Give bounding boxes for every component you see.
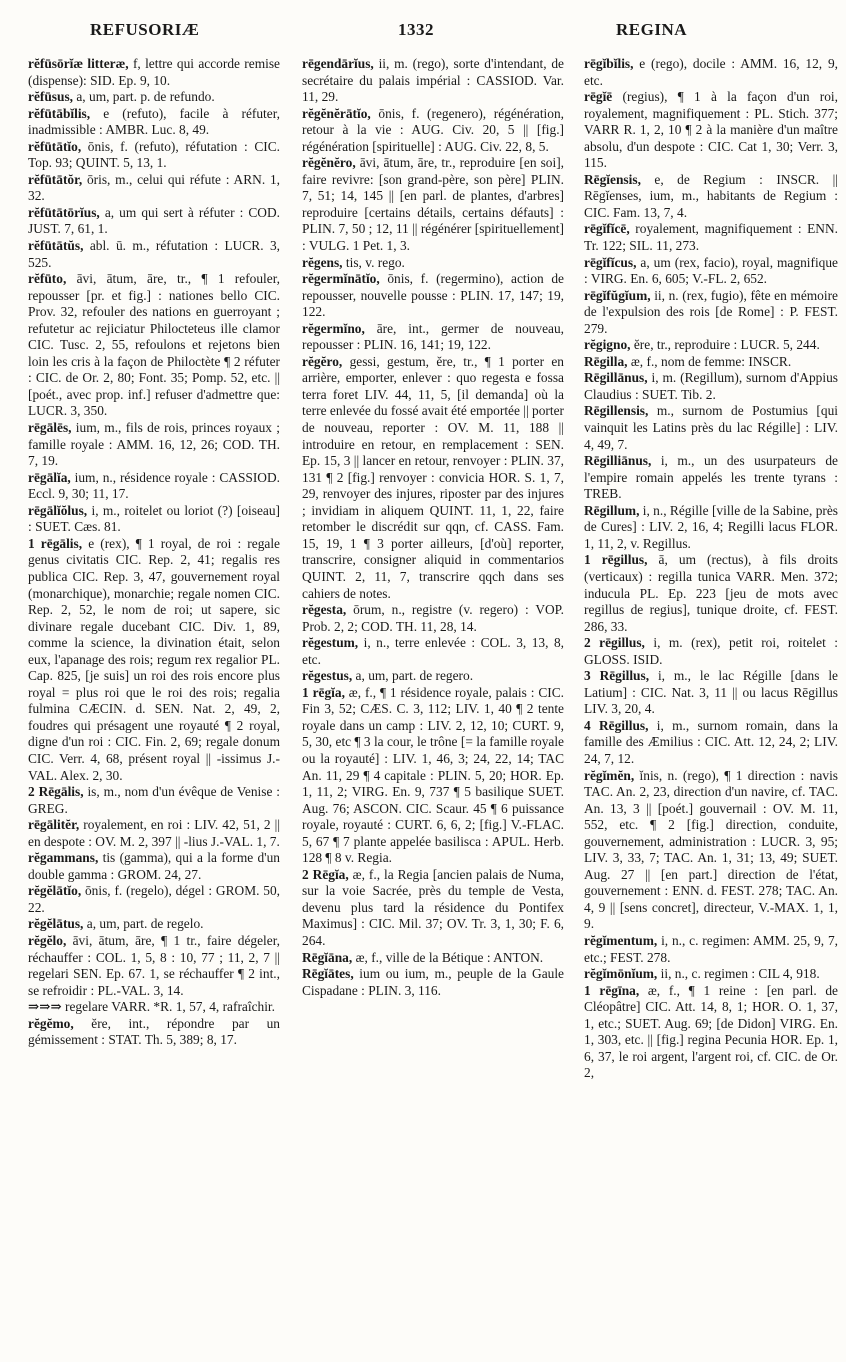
entry-headword: rēgĭfŭgĭum, [584,287,651,303]
entry-definition: ōnis, f. (regelo), dégel : GROM. 50, 22. [28,883,280,915]
dictionary-entry [584,635,838,668]
dictionary-entry [28,817,280,850]
dictionary-entry [28,470,280,503]
entry-headword: rĕgĕnĕro, [302,155,356,171]
dictionary-entry [28,205,280,238]
entry-definition: āvi, ātum, āre, tr., reproduire [en soi], faire revivre: [son grand-père, son père] PLIN. 7, 51; 14, 145 || [en parl. de plantes, d'arbres] reproduire [certains détails, certains défauts] : PLIN. 7, 50 ; 12, 11 || régénérer [spirituellement] : VULG. 1 Pet. 1, 3. [302,155,564,254]
entry-headword: rĕgigno, [584,337,631,353]
dictionary-entry [302,950,564,967]
entry-definition: m., surnom de Postumius [qui vainquit les Latins près du lac Régille] : LIV. 4, 49, 7. [584,403,838,452]
dictionary-entry [28,106,280,139]
entry-headword: rēgendārĭus, [302,56,374,71]
dictionary-entry [584,768,838,933]
entry-definition: i, m. (Regillum), surnom d'Appius Claudius : SUET. Tib. 2. [584,370,838,402]
entry-headword: 3 Rēgillus, [584,668,650,684]
entry-definition: ium, n., résidence royale : CASSIOD. Eccl. 9, 30; 11, 17. [28,469,280,502]
entry-definition: æ, f., ¶ 1 résidence royale, palais : CIC. Fin 3, 52; CÆS. C. 3, 112; LIV. 1, 40 ¶ 2 tente royale dans un camp : LIV. 2, 12, 10; CURT. 9, 5, 30, etc ¶ 3 la cour, le trône [= la famille royale ou la royauté] : LIV. 1, 46, 3; 24, 22, 14; TAC An. 11, 29 ¶ 4 capitale : PLIN. 5, 20; HOR. Ep. 1, 11, 2; VIRG. En. 9, 737 ¶ 5 basilique SUET. Aug. 76; ASCON. CIC. Scaur. 45 ¶ 6 puissance royale, royauté : CURT. 6, 6, 2; [fig.] V.-FLAC. 5, 67 ¶ 7 plante appelée basilisca : APUL. Herb. 128 ¶ 8 v. Regia. [302,684,564,866]
entry-definition: royalement, magnifiquement : ENN. Tr. 122; SIL. 11, 273. [584,221,838,254]
dictionary-entry [584,403,838,453]
entry-headword: 1 rēgīna, [584,982,640,998]
dictionary-entry [28,139,280,172]
dictionary-entry [584,288,838,338]
dictionary-entry [302,56,564,106]
entry-definition: e (rex), ¶ 1 royal, de roi : regale genus civitatis CIC. Rep. 2, 41; regalis res publica CIC. Rep. 3, 47, gouvernement royal (monarchique), monarchie; regale nomen CIC. Rep. 2, 52, le nom de roi; ut sapere, sic divinare regale ducebant CIC. Div. 1, 89, comme la science, la divination était, selon eux, l'apanage des rois; regum rex regalior PL. Cap. 825, [je suis] un roi des rois encore plus royal = plus roi que le roi des rois; regalia fulmina CÆCIN. d. SEN. Nat. 2, 49, 2, foudres qui présagent une royauté ¶ 2 royal, digne d'un roi : CIC. Fin. 2, 69; regale donum CIC. Verr. 4, 68, présent royal || -issimus J.-VAL. Alex. 2, 30. [28,535,280,783]
entry-headword: rĕgestus, [302,668,353,684]
entry-headword: rēgālitĕr, [28,817,80,833]
dictionary-entry [28,420,280,470]
dictionary-entry [584,370,838,403]
dictionary-entry [302,321,564,354]
dictionary-entry [28,503,280,536]
entry-headword: rĕfūtātŭs, [28,238,84,254]
dictionary-entry [28,89,280,106]
dictionary-entry [28,933,280,999]
entry-headword: Rēgillum, [584,502,640,518]
dictionary-entry [302,635,564,668]
dictionary-entry [584,552,838,635]
entry-headword: rĕgĭmōnĭum, [584,966,658,982]
entry-headword: rĕfūtātĭo, [28,138,82,154]
entry-definition: ii, m. (rego), sorte d'intendant, de secrétaire du palais impérial : CASSIOD. Var. 11, 29. [302,56,564,105]
entry-definition: i, n., Régille [ville de la Sabine, près de Cures] : LIV. 2, 16, 4; Regilli lacus FLOR. 1, 11, 2, v. Regillus. [584,502,838,551]
entry-definition: ōnis, f. (regermino), action de repousser, nouvelle pousse : PLIN. 17, 147; 19, 122. [302,271,564,320]
entry-headword: rĕgens, [302,254,343,270]
entry-headword: rĕfūtābĭlis, [28,105,91,121]
entry-definition: ii, n., c. regimen : CIL 4, 918. [657,966,820,982]
entry-headword: rēgālĭa, [28,469,71,485]
entry-definition: gessi, gestum, ĕre, tr., ¶ 1 porter en arrière, emporter, enlever : quo regesta e fossa terra foret LIV. 44, 11, 5, [il demanda] où la terre enlevée du fossé avait été emportée || porter de nouveau, reporter : OV. M. 11, 188 || introduire en retour, en remplacement : SEN. Ep. 15, 3 || lancer en retour, renvoyer : PLIN. 37, 131 ¶ 2 [fig.] renvoyer : convicia HOR. S. 1, 7, 29, renvoyer des injures, riposter par des injures ; invidiam in aliquem QUINT. 11, 1, 22, faire retomber le discrédit sur qqn, cf. CASS. Fam. 15, 19, 1 ¶ 3 porter ailleurs, [d'où] reporter, transcrire, consigner aliquid in commentarios QUINT. 2, 11, 7, transcrire qqch dans ses cahiers de notes. [302,353,564,601]
entry-definition: i, m., un des usurpateurs de l'empire romain appelés les trente tyrans : TREB. [584,453,838,502]
entry-definition: æ, f., nom de femme: INSCR. [627,353,792,369]
entry-definition: e, de Regium : INSCR. || Rēgĭenses, ium, m., habitants de Regium : CIC. Fam. 13, 7, 4. [584,171,838,220]
dictionary-entry [584,983,838,1082]
entry-definition: a, um (rex, facio), royal, magnifique : VIRG. En. 6, 605; V.-FL. 2, 652. [584,254,838,287]
dictionary-entry [28,850,280,883]
entry-definition: āvi, ātum, āre, tr., ¶ 1 refouler, repousser [pr. et fig.] : nationes bello CIC. Prov. 32, refouler des nations en guerroyant ; refutetur ac rejiciatur Philocteteus ille clamor CIC. Tusc. 2, 55, refoulons et rejetons bien loin les cris à la façon de Philoctète ¶ 2 réfuter : CIC. de Or. 2, 80; Font. 35; Pomp. 52, etc. || [poét., avec prop. inf.] refuser d'admettre que: LUCR. 3, 350. [28,271,280,419]
entry-definition: ium ou ium, m., peuple de la Gaule Cispadane : PLIN. 3, 116. [302,966,564,998]
dictionary-entry [28,238,280,271]
entry-headword: rĕgesta, [302,602,347,618]
dictionary-entry [302,602,564,635]
entry-headword: rĕgĕro, [302,353,343,369]
dictionary-entry [28,536,280,784]
entry-headword: 1 rēgĭa, [302,684,345,700]
dictionary-entry [28,784,280,817]
entry-definition: (regius), ¶ 1 à la façon d'un roi, royalement, magnifiquement : PL. Stich. 377; VARR R. 1, 2, 10 ¶ 2 à la manière d'un maître absolu, d'un despote : CIC. Cat 1, 30; Verr. 3, 115. [584,89,838,171]
entry-headword: rĕgĕmo, [28,1015,74,1031]
dictionary-entry [302,354,564,602]
entry-definition: ĭnis, n. (rego), ¶ 1 direction : navis TAC. An. 2, 23, direction d'un navire, cf. TAC. An. 13, 3 || [poét.] gouvernail : OV. M. 11, 552, etc. ¶ 2 [fig.] direction, conduite, gouvernement, administration : LUCR. 3, 95; LIV. 3, 33, 7; TAC. An. 1, 31; 13, 49; SUET. Aug. 27 || [en part.] direction de l'état, gouvernement : ENN. d. FEST. 278; TAC. An. 4, 9 || [sens concret], directeur, V.-MAX. 1, 1, 9. [584,767,838,932]
entry-headword: rĕgĕnĕrātĭo, [302,105,371,121]
entry-headword: rĕgĭmentum, [584,932,658,948]
entry-headword: rēgĭbĭlis, [584,56,634,71]
entry-headword: rĕgammans, [28,850,99,866]
entry-headword: rĕgermĭno, [302,320,365,336]
entry-definition: royalement, en roi : LIV. 42, 51, 2 || en despote : OV. M. 2, 397 || -lius J.-VAL. 1, 7. [28,817,280,849]
entry-headword: ⇒⇒⇒ [28,999,62,1015]
header-right-guideword: REGINA [616,20,688,39]
entry-headword: rēgĭfĭcē, [584,221,630,237]
entry-headword: rĕfūsus, [28,89,74,105]
dictionary-entry [28,999,280,1016]
entry-definition: a, um, part. de regelo. [83,916,204,932]
entry-definition: ium, m., fils de rois, princes royaux ; famille royale : AMM. 16, 12, 26; COD. TH. 7, 19. [28,420,280,469]
entry-headword: rēgĭē [584,89,613,105]
dictionary-entry [584,56,838,89]
entry-definition: i, n., c. regimen: AMM. 25, 9, 7, etc.; FEST. 278. [584,932,838,965]
dictionary-entry [302,867,564,950]
entry-definition: e (refuto), facile à réfuter, inadmissible : AMBR. Luc. 8, 49. [28,105,280,138]
dictionary-entry [302,271,564,321]
entry-definition: a, um, part. de regero. [352,668,474,684]
entry-definition: ōnis, f. (refuto), réfutation : CIC. Top. 93; QUINT. 5, 13, 1. [28,138,280,171]
entry-headword: rĕgestum, [302,635,359,651]
dictionary-entry [302,155,564,254]
entry-definition: āre, int., germer de nouveau, repousser : PLIN. 16, 141; 19, 122. [302,320,564,353]
dictionary-entry [584,221,838,254]
column-middle [302,56,564,1356]
entry-definition: a, um qui sert à réfuter : COD. JUST. 7, 61, 1. [28,204,280,237]
entry-definition: i, m. (rex), petit roi, roitelet : GLOSS. ISID. [584,635,838,667]
entry-headword: 2 Rēgĭa, [302,866,349,882]
entry-definition: i, n., terre enlevée : COL. 3, 13, 8, etc. [302,635,564,667]
entry-headword: rĕfūtātŏr, [28,171,83,187]
entry-headword: Rēgillānus, [584,370,648,386]
entry-definition: i, m., surnom romain, dans la famille des Æmilius : CIC. Att. 12, 24, 2; LIV. 24, 7, 12. [584,717,838,766]
entry-definition: ōnis, f. (regenero), régénération, retour à la vie : AUG. Civ. 20, 5 || [fig.] régénération [spirituelle] : AUG. Civ. 22, 8, 5. [302,105,564,154]
entry-headword: 1 rēgillus, [584,552,648,568]
entry-headword: rĕfūto, [28,271,67,287]
column-left [28,56,280,1356]
entry-headword: 4 Rēgillus, [584,717,649,733]
entry-definition: ĕre, int., répondre par un gémissement : STAT. Th. 5, 389; 8, 17. [28,1015,280,1048]
entry-headword: Rēgillensis, [584,403,649,419]
dictionary-entry [302,685,564,867]
entry-headword: rĕgĕlo, [28,932,67,948]
entry-definition: regelare VARR. *R. 1, 57, 4, rafraîchir. [61,999,276,1015]
entry-definition: æ, f., ¶ 1 reine : [en parl. de Cléopâtre] CIC. Att. 14, 8, 1; HOR. O. 1, 37, 1, etc.; SUET. Aug. 69; [de Didon] VIRG. En. 1, 303, etc. || [fig.] regina Pecunia HOR. Ep. 1, 6, 37, le roi argent, l'argent roi, cf. CIC. de Or. 2, [584,982,838,1081]
entry-headword: rĕfūsōrĭæ litteræ, [28,56,129,71]
entry-headword: 2 Rēgālis, [28,784,84,800]
entry-headword: 1 rēgālis, [28,535,83,551]
entry-headword: rĕgĭmĕn, [584,767,635,783]
header-left-guideword: REFUSORIÆ [90,20,200,39]
dictionary-entry [584,255,838,288]
entry-definition: e (rego), docile : AMM. 16, 12, 9, etc. [584,56,838,88]
entry-definition: ii, n. (rex, fugio), fête en mémoire de l'expulsion des rois [de Rome] : P. FEST. 279. [584,287,838,336]
entry-headword: rĕgermĭnātĭo, [302,271,380,287]
dictionary-entry [584,966,838,983]
dictionary-entry [584,89,838,172]
dictionary-entry [28,56,280,89]
entry-headword: Rēgilla, [584,353,628,369]
dictionary-entry [28,172,280,205]
dictionary-entry [584,718,838,768]
dictionary-entry [28,883,280,916]
dictionary-entry [584,453,838,503]
entry-headword: Rēgilliānus, [584,453,652,469]
dictionary-entry [584,503,838,553]
entry-definition: ā, um (rectus), à fils droits (verticaux) : regilla tunica VARR. Men. 372; inducula PL. Ep. 223 [jeu de mots avec regillus de regius], tunique droite, cf. FEST. 286, 33. [584,552,838,634]
dictionary-entry [302,106,564,156]
dictionary-entry [302,966,564,999]
entry-headword: Rēgĭensis, [584,171,641,187]
entry-definition: tis (gamma), qui a la forme d'un double gamma : GROM. 24, 27. [28,850,280,882]
entry-headword: rēgĭfĭcus, [584,254,637,270]
entry-headword: Rēgĭātes, [302,966,354,982]
entry-headword: 2 rēgillus, [584,635,645,651]
dictionary-entry [28,1016,280,1049]
dictionary-entry [584,354,838,371]
dictionary-entry [584,933,838,966]
entry-definition: tis, v. rego. [342,254,405,270]
entry-definition: a, um, part. p. de refundo. [73,89,215,105]
dictionary-entry [302,255,564,272]
entry-definition: i, m., roitelet ou loriot (?) [oiseau] : SUET. Cæs. 81. [28,502,280,535]
entry-definition: f, lettre qui accorde remise (dispense): SID. Ep. 9, 10. [28,56,280,88]
dictionary-entry [584,668,838,718]
entry-definition: āvi, ātum, āre, ¶ 1 tr., faire dégeler, réchauffer : COL. 1, 5, 8 : 10, 77 ; 11, 2, 7 || regelari SEN. Ep. 67. 1, se réchauffer ¶ 2 int., se refroidir : PL.-VAL. 3, 14. [28,932,280,998]
dictionary-entry [28,271,280,420]
entry-definition: æ, f., ville de la Bétique : ANTON. [352,949,544,965]
entry-headword: rēgālĭŏlus, [28,502,88,518]
entry-headword: rĕgĕlātĭo, [28,883,82,899]
entry-definition: æ, f., la Regia [ancien palais de Numa, sur la voie Sacrée, près du temple de Vesta, devenu plus tard la résidence du Pontifex Maximus] : CIC. Mil. 37; OV. Tr. 3, 1, 30; F. 6, 264. [302,866,564,948]
entry-definition: ĕre, tr., reproduire : LUCR. 5, 244. [630,337,820,353]
entry-definition: is, m., nom d'un évêque de Venise : GREG. [28,784,280,816]
dictionary-entry [584,337,838,354]
entry-headword: rĕgĕlātus, [28,916,84,932]
entry-headword: rĕfūtātōrĭus, [28,204,100,220]
entry-definition: abl. ū. m., réfutation : LUCR. 3, 525. [28,238,280,270]
entry-headword: Rēgĭāna, [302,949,353,965]
dictionary-entry [302,668,564,685]
entry-definition: ōrum, n., registre (v. regero) : VOP. Prob. 2, 2; COD. TH. 11, 28, 14. [302,602,564,634]
running-head [0,20,846,46]
dictionary-entry [28,916,280,933]
entry-definition: ōris, m., celui qui réfute : ARN. 1, 32. [28,171,280,204]
page-number: 1332 [398,20,434,39]
dictionary-entry [584,172,838,222]
entry-headword: rēgālēs, [28,420,72,436]
entry-definition: i, m., le lac Régille [dans le Latium] : CIC. Nat. 3, 11 || ou lacus Rēgillus LIV. 3, 20, 4. [584,668,838,717]
column-right [584,56,838,1356]
